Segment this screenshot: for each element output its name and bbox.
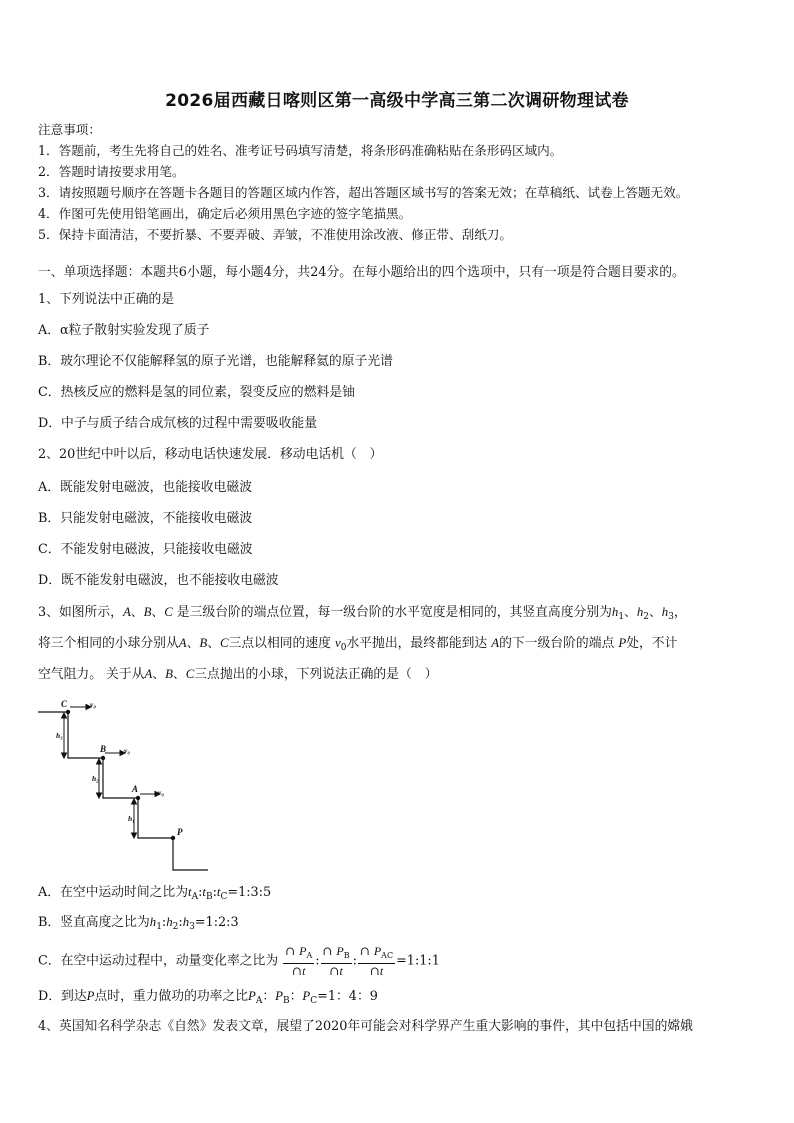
question-3-option-a: A．在空中运动时间之比为$t_A:t_B:t_C=1:3:5$ — [38, 885, 272, 902]
notice-item: 4．作图可先使用铅笔画出，确定后必须用黑色字迹的签字笔描黑。 — [38, 206, 412, 221]
label-v0-a: v₀ — [158, 788, 164, 797]
label-c: C — [61, 699, 68, 709]
notice-item: 5．保持卡面清洁，不要折暴、不要弄破、弄皱，不准使用涂改液、修正带、刮纸刀。 — [38, 227, 512, 242]
label-v0-c: v₀ — [90, 700, 96, 709]
var: h — [166, 915, 173, 929]
text-run: 三点以相同的速度 — [228, 636, 331, 651]
notice-item: 1．答题前，考生先将自己的姓名、准考证号码填写清楚，将条形码准确粘贴在条形码区域内。 — [38, 143, 563, 158]
label-b: B — [100, 744, 107, 754]
text-run: =1:2:3 — [194, 915, 239, 930]
var: P — [275, 989, 283, 1003]
label-a: A — [132, 784, 139, 794]
label-h1: h₁ — [128, 814, 135, 823]
label-h2: h₂ — [92, 774, 99, 783]
var: t — [188, 885, 192, 899]
notice-heading: 注意事项： — [38, 122, 101, 137]
var: h — [182, 915, 190, 929]
var: P — [302, 989, 311, 1003]
var: h — [149, 915, 157, 929]
question-2-option-d: D．既不能发射电磁波，也不能接收电磁波 — [38, 573, 279, 588]
question-1-option-d: D．中子与质子结合成氘核的过程中需要吸收能量 — [38, 416, 317, 431]
var: t — [216, 885, 221, 899]
var: v — [335, 636, 341, 650]
text-run: 将三个相同的小球分别从 — [38, 636, 179, 651]
staircase-diagram — [36, 694, 216, 874]
text-run: 点时，重力做功的功率之比 — [94, 989, 249, 1004]
var: A — [144, 667, 153, 681]
question-2-stem: 2、20世纪中叶以后，移动电话快速发展．移动电话机（ ） — [38, 447, 383, 462]
text-run: 处，不计 — [626, 636, 678, 651]
var: A — [122, 605, 131, 619]
label-p: P — [177, 827, 183, 837]
text-run: =1:1:1 — [396, 953, 440, 969]
label-v0-b: v₀ — [124, 746, 130, 755]
text-run: 的下一级台阶的端点 — [499, 636, 615, 651]
var: B — [143, 605, 152, 619]
var: P — [248, 989, 256, 1003]
var: h — [661, 605, 669, 619]
var: B — [199, 636, 208, 650]
var: t — [202, 885, 206, 899]
fraction: $\frac{\cap P_B}{\cap t}$ — [322, 944, 350, 978]
var: B — [165, 667, 173, 681]
question-3-option-b: B．竖直高度之比为$h_1:h_2:h_3=1:2:3$ — [38, 915, 239, 932]
notice-item: 3．请按照题号顺序在答题卡各题目的答题区域内作答，超出答题区域书写的答案无效；在草稿纸、试卷上答题无效。 — [38, 185, 689, 200]
text-run: D．到达 — [38, 989, 87, 1004]
question-3-option-d: D．到达P点时，重力做功的功率之比$P_A$：$P_B$：$P_C=1$：4：9 — [38, 989, 378, 1006]
question-1-option-b: B．玻尔理论不仅能解释氢的原子光谱，也能解释氦的原子光谱 — [38, 354, 393, 369]
question-3-stem-line3: 空气阻力。 关于从A、B、C三点抛出的小球，下列说法正确的是（ ） — [38, 667, 438, 682]
text-run: 三点抛出的小球，下列说法正确的是（ ） — [194, 667, 438, 682]
text-run: C．在空中运动过程中，动量变化率之比为 — [38, 953, 279, 969]
var: C — [164, 605, 173, 619]
question-2-option-c: C．不能发射电磁波，只能接收电磁波 — [38, 542, 253, 557]
fraction: $\frac{\cap P_{AC}}{\cap t}$ — [359, 944, 394, 978]
question-3-option-c: C．在空中运动过程中，动量变化率之比为 $\frac{\cap P_A}{\cap t}$ : $\frac{\cap P_B}{\cap t}$ : $\frac{\cap P_{AC}}{\cap t}$ =1:1:1 — [38, 944, 440, 978]
section-heading: 一、单项选择题：本题共6小题，每小题4分，共24分。在每小题给出的四个选项中，只有一项是符合题目要求的。 — [38, 265, 685, 280]
question-3-stem-line1: 3、如图所示，A、B、C 是三级台阶的端点位置，每一级台阶的水平宽度是相同的，其竖直高度分别为$h_1$、$h_2$、$h_3$， — [38, 605, 687, 622]
label-h3: h₃ — [56, 731, 63, 740]
var: h — [636, 605, 644, 619]
question-1-option-a: A．α粒子散射实验发现了质子 — [38, 323, 210, 338]
text-run: =1:3:5 — [227, 885, 272, 900]
question-2-option-b: B．只能发射电磁波，不能接收电磁波 — [38, 511, 253, 526]
fraction: $\frac{\cap P_A}{\cap t}$ — [285, 944, 313, 978]
question-2-option-a: A．既能发射电磁波，也能接收电磁波 — [38, 480, 252, 495]
question-3-stem-line2: 将三个相同的小球分别从A、B、C三点以相同的速度 $v_0$水平抛出，最终都能到达 A的下一级台阶的端点 P处，不计 — [38, 636, 678, 653]
text-run: 空气阻力。 关于从 — [38, 667, 145, 682]
var: C — [220, 636, 229, 650]
var: C — [185, 667, 195, 681]
text-run: B．竖直高度之比为 — [38, 915, 150, 930]
question-4-stem: 4、英国知名科学杂志《自然》发表文章，展望了2020年可能会对科学界产生重大影响的事件，其中包括中国的嫦娥 — [38, 1019, 693, 1034]
var: h — [611, 605, 619, 619]
text-run: 3、如图所示， — [38, 605, 123, 620]
question-1-option-c: C．热核反应的燃料是氢的同位素，裂变反应的燃料是铀 — [38, 385, 355, 400]
text-run: 水平抛出，最终都能到达 — [346, 636, 488, 651]
text-run: 是三级台阶的端点位置，每一级台阶的水平宽度是相同的，其竖直高度分别为 — [176, 605, 612, 620]
var: P — [86, 989, 95, 1003]
var: A — [178, 636, 187, 650]
notice-item: 2．答题时请按要求用笔。 — [38, 164, 185, 179]
var: P — [618, 636, 627, 650]
var: A — [491, 636, 500, 650]
page-title: 2026届西藏日喀则区第一高级中学高三第二次调研物理试卷 — [165, 91, 629, 111]
text-run: A．在空中运动时间之比为 — [38, 885, 189, 900]
text-run: =1：4：9 — [317, 989, 378, 1004]
question-1-stem: 1、下列说法中正确的是 — [38, 292, 175, 307]
